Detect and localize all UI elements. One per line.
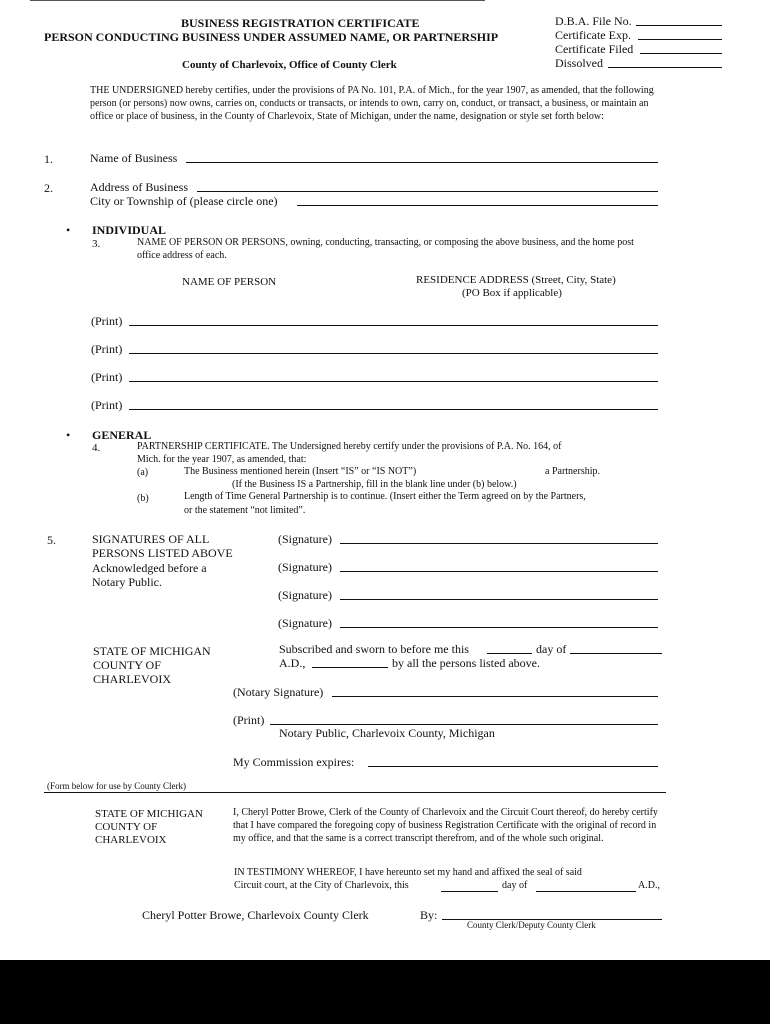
individual-heading: INDIVIDUAL: [92, 223, 167, 237]
item-a-text: The Business mentioned herein (Insert “IS” or “IS NOT”): [184, 466, 417, 477]
dissolved-field[interactable]: [608, 67, 722, 68]
signature-field-4[interactable]: [340, 627, 658, 628]
ad-label: A.D.,: [279, 656, 306, 670]
clerk-certification-text: I, Cheryl Potter Browe, Clerk of the County of Charlevoix and the Circuit Court thereof, do hereby certify that I have compared the foregoing copy of business Registration Certificate with the original of record in my office, and that the same is a correct transcript therefrom, and of the whole such original.: [233, 807, 658, 844]
item-b-text-1: Length of Time General Partnership is to continue. (Insert either the Term agreed on by the Partners,: [184, 491, 586, 502]
individual-bullet: •: [66, 223, 71, 237]
item-a-note: (If the Business IS a Partnership, fill in the blank line under (b) below.): [232, 479, 517, 490]
signature-field-3[interactable]: [340, 599, 658, 600]
testimony-text-1: IN TESTIMONY WHEREOF, I have hereunto set my hand and affixed the seal of said: [234, 867, 582, 878]
commission-expires-label: My Commission expires:: [233, 755, 355, 769]
intro-paragraph: THE UNDERSIGNED hereby certifies, under the provisions of PA No. 101, P.A. of Mich., for the year 1907, as amended, that the following person (or persons) now owns, carries on, conducts or transacts, or intends to own, carry on, conduct, or transact, a business, or maintain an office or place of business, in the County of Charlevoix, State of Michigan, under the name, designation or style set forth below:: [90, 85, 654, 122]
certificate-title: BUSINESS REGISTRATION CERTIFICATE: [181, 16, 420, 30]
commission-expires-field[interactable]: [368, 766, 658, 767]
testimony-ad: A.D.,: [638, 880, 660, 891]
item-number-2: 2.: [44, 181, 53, 195]
item-a-label: (a): [137, 467, 149, 478]
signature-label-1: (Signature): [278, 532, 332, 546]
clerk-name: Cheryl Potter Browe, Charlevoix County Clerk: [142, 908, 369, 922]
person-field-1[interactable]: [129, 325, 658, 326]
business-address-field[interactable]: [197, 191, 658, 192]
testimony-text-2: Circuit court, at the City of Charlevoix, this: [234, 880, 409, 891]
county-office-line: County of Charlevoix, Office of County Clerk: [182, 59, 397, 71]
certificate-exp-label: Certificate Exp.: [555, 28, 631, 42]
clerk-county: COUNTY OF: [95, 821, 158, 833]
item-a-partnership: a Partnership.: [545, 466, 600, 477]
notary-public-label: Notary Public.: [92, 575, 162, 589]
testimony-day-of: day of: [502, 880, 528, 891]
by-label: By:: [420, 908, 438, 922]
item-number-1: 1.: [44, 152, 53, 166]
item-number-4: 4.: [92, 442, 101, 454]
partnership-text-2: Mich. for the year 1907, as amended, that:: [137, 454, 307, 465]
notary-signature-label: (Notary Signature): [233, 685, 324, 699]
print-label-4: (Print): [91, 398, 123, 412]
residence-address-header: RESIDENCE ADDRESS (Street, City, State): [416, 274, 616, 286]
signature-field-1[interactable]: [340, 543, 658, 544]
dba-file-no-label: D.B.A. File No.: [555, 14, 632, 28]
scan-footer-band: [0, 960, 770, 1024]
day-of-label: day of: [536, 642, 567, 656]
signature-field-2[interactable]: [340, 571, 658, 572]
city-township-label: City or Township of (please circle one): [90, 194, 278, 208]
person-field-3[interactable]: [129, 381, 658, 382]
person-field-4[interactable]: [129, 409, 658, 410]
print-label-3: (Print): [91, 370, 123, 384]
city-township-field[interactable]: [297, 205, 658, 206]
item-number-3: 3.: [92, 238, 101, 250]
signatures-label-1: SIGNATURES OF ALL: [92, 532, 210, 546]
business-address-label: Address of Business: [90, 180, 188, 194]
general-bullet: •: [66, 428, 71, 442]
notary-print-field[interactable]: [270, 724, 658, 725]
signatures-label-2: PERSONS LISTED ABOVE: [92, 546, 233, 560]
notary-public-county: Notary Public, Charlevoix County, Michigan: [279, 726, 495, 740]
clerk-form-note: (Form below for use by County Clerk): [47, 781, 186, 791]
dissolved-label: Dissolved: [555, 56, 603, 70]
dba-file-no-field[interactable]: [636, 25, 722, 26]
signature-label-3: (Signature): [278, 588, 332, 602]
certificate-subtitle: PERSON CONDUCTING BUSINESS UNDER ASSUMED NAME, OR PARTNERSHIP: [44, 30, 499, 44]
individual-instructions: NAME OF PERSON OR PERSONS, owning, conducting, transacting, or composing the above business, and the home post office address of each.: [137, 237, 634, 261]
clerk-section-divider: [44, 792, 666, 793]
subscribed-text: Subscribed and sworn to before me this: [279, 642, 469, 656]
clerk-county-name: CHARLEVOIX: [95, 834, 167, 846]
notary-signature-field[interactable]: [332, 696, 658, 697]
item-b-text-2: or the statement “not limited”.: [184, 505, 306, 516]
certificate-filed-label: Certificate Filed: [555, 42, 634, 56]
po-box-note: (PO Box if applicable): [462, 287, 562, 299]
print-label-2: (Print): [91, 342, 123, 356]
notary-county: COUNTY OF: [93, 658, 161, 672]
by-all-persons-text: by all the persons listed above.: [392, 656, 540, 670]
general-heading: GENERAL: [92, 428, 152, 442]
item-b-label: (b): [137, 493, 149, 504]
item-number-5: 5.: [47, 533, 56, 547]
top-rule: [30, 0, 485, 1]
clerk-state: STATE OF MICHIGAN: [95, 808, 203, 820]
sworn-day-field[interactable]: [487, 653, 532, 654]
clerk-signature-caption: County Clerk/Deputy County Clerk: [467, 920, 596, 930]
signature-label-4: (Signature): [278, 616, 332, 630]
certificate-filed-field[interactable]: [640, 53, 722, 54]
person-field-2[interactable]: [129, 353, 658, 354]
notary-county-name: CHARLEVOIX: [93, 672, 171, 686]
signature-label-2: (Signature): [278, 560, 332, 574]
notary-print-label: (Print): [233, 713, 265, 727]
print-label-1: (Print): [91, 314, 123, 328]
sworn-year-field[interactable]: [312, 667, 388, 668]
sworn-month-field[interactable]: [570, 653, 662, 654]
testimony-day-field[interactable]: [441, 891, 498, 892]
notary-state: STATE OF MICHIGAN: [93, 644, 211, 658]
business-name-field[interactable]: [186, 162, 658, 163]
business-name-label: Name of Business: [90, 151, 178, 165]
testimony-month-field[interactable]: [536, 891, 636, 892]
acknowledged-label: Acknowledged before a: [92, 561, 207, 575]
name-of-person-header: NAME OF PERSON: [182, 276, 277, 288]
partnership-text-1: PARTNERSHIP CERTIFICATE. The Undersigned hereby certify under the provisions of P.A. No. 164, of: [137, 441, 562, 452]
certificate-exp-field[interactable]: [638, 39, 722, 40]
